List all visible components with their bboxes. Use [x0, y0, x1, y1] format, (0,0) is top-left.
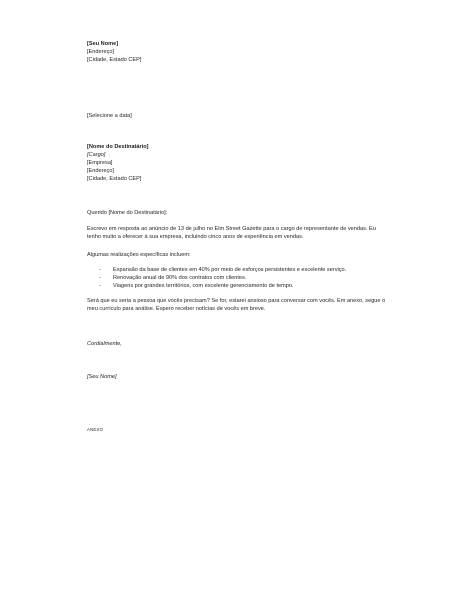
sender-address[interactable]: [Endereço]: [87, 49, 115, 55]
recipient-title[interactable]: [Cargo]: [87, 152, 106, 158]
sender-name[interactable]: [Seu Nome]: [87, 41, 119, 47]
body-paragraph-3: Será que eu seria a pessoa que vocês precisam? Se for, estarei ansioso para conversar com vocês. Em anexo, segue o meu currículo para análise. Espero receber notícias de vocês em breve.: [87, 298, 386, 312]
bullet-marker: -: [99, 267, 101, 273]
date-field[interactable]: [Selecione a data]: [87, 113, 132, 119]
closing: Cordialmente,: [87, 341, 122, 347]
recipient-block: [87, 143, 149, 183]
signature-name[interactable]: [Seu Nome]: [87, 374, 117, 380]
recipient-name[interactable]: [Nome do Destinatário]: [87, 144, 149, 150]
bullet-marker: -: [99, 283, 101, 289]
recipient-company[interactable]: [Empresa]: [87, 160, 113, 166]
list-item: [87, 282, 346, 290]
bullet-marker: -: [99, 275, 101, 281]
list-item-text: Expansão da base de clientes em 40% por meio de esforços persistentes e excelente serviço.: [113, 267, 347, 273]
recipient-address[interactable]: [Endereço]: [87, 168, 115, 174]
list-item-text: Renovação anual de 90% dos contratos com clientes.: [113, 275, 247, 281]
achievements-list: [87, 266, 346, 290]
list-item: [87, 266, 346, 274]
list-item-text: Viagens por grandes territórios, com excelente gerenciamento de tempo.: [113, 283, 294, 289]
sender-city-state-zip[interactable]: [Cidade, Estado CEP]: [87, 57, 142, 63]
body-paragraph-2: Algumas realizações específicas incluem:: [87, 252, 191, 258]
recipient-city-state-zip[interactable]: [Cidade, Estado CEP]: [87, 176, 142, 182]
list-item: [87, 274, 346, 282]
sender-block: [87, 40, 141, 64]
enclosure-label: ANEXO: [87, 427, 104, 432]
body-paragraph-1: Escrevo em resposta ao anúncio de 13 de julho no Elm Street Gazette para o cargo de representante de vendas. Eu tenho muito a oferecer à sua empresa, incluindo cinco anos de experiência em vendas.: [87, 226, 376, 240]
salutation: Querido [Nome do Destinatário]:: [87, 210, 168, 216]
